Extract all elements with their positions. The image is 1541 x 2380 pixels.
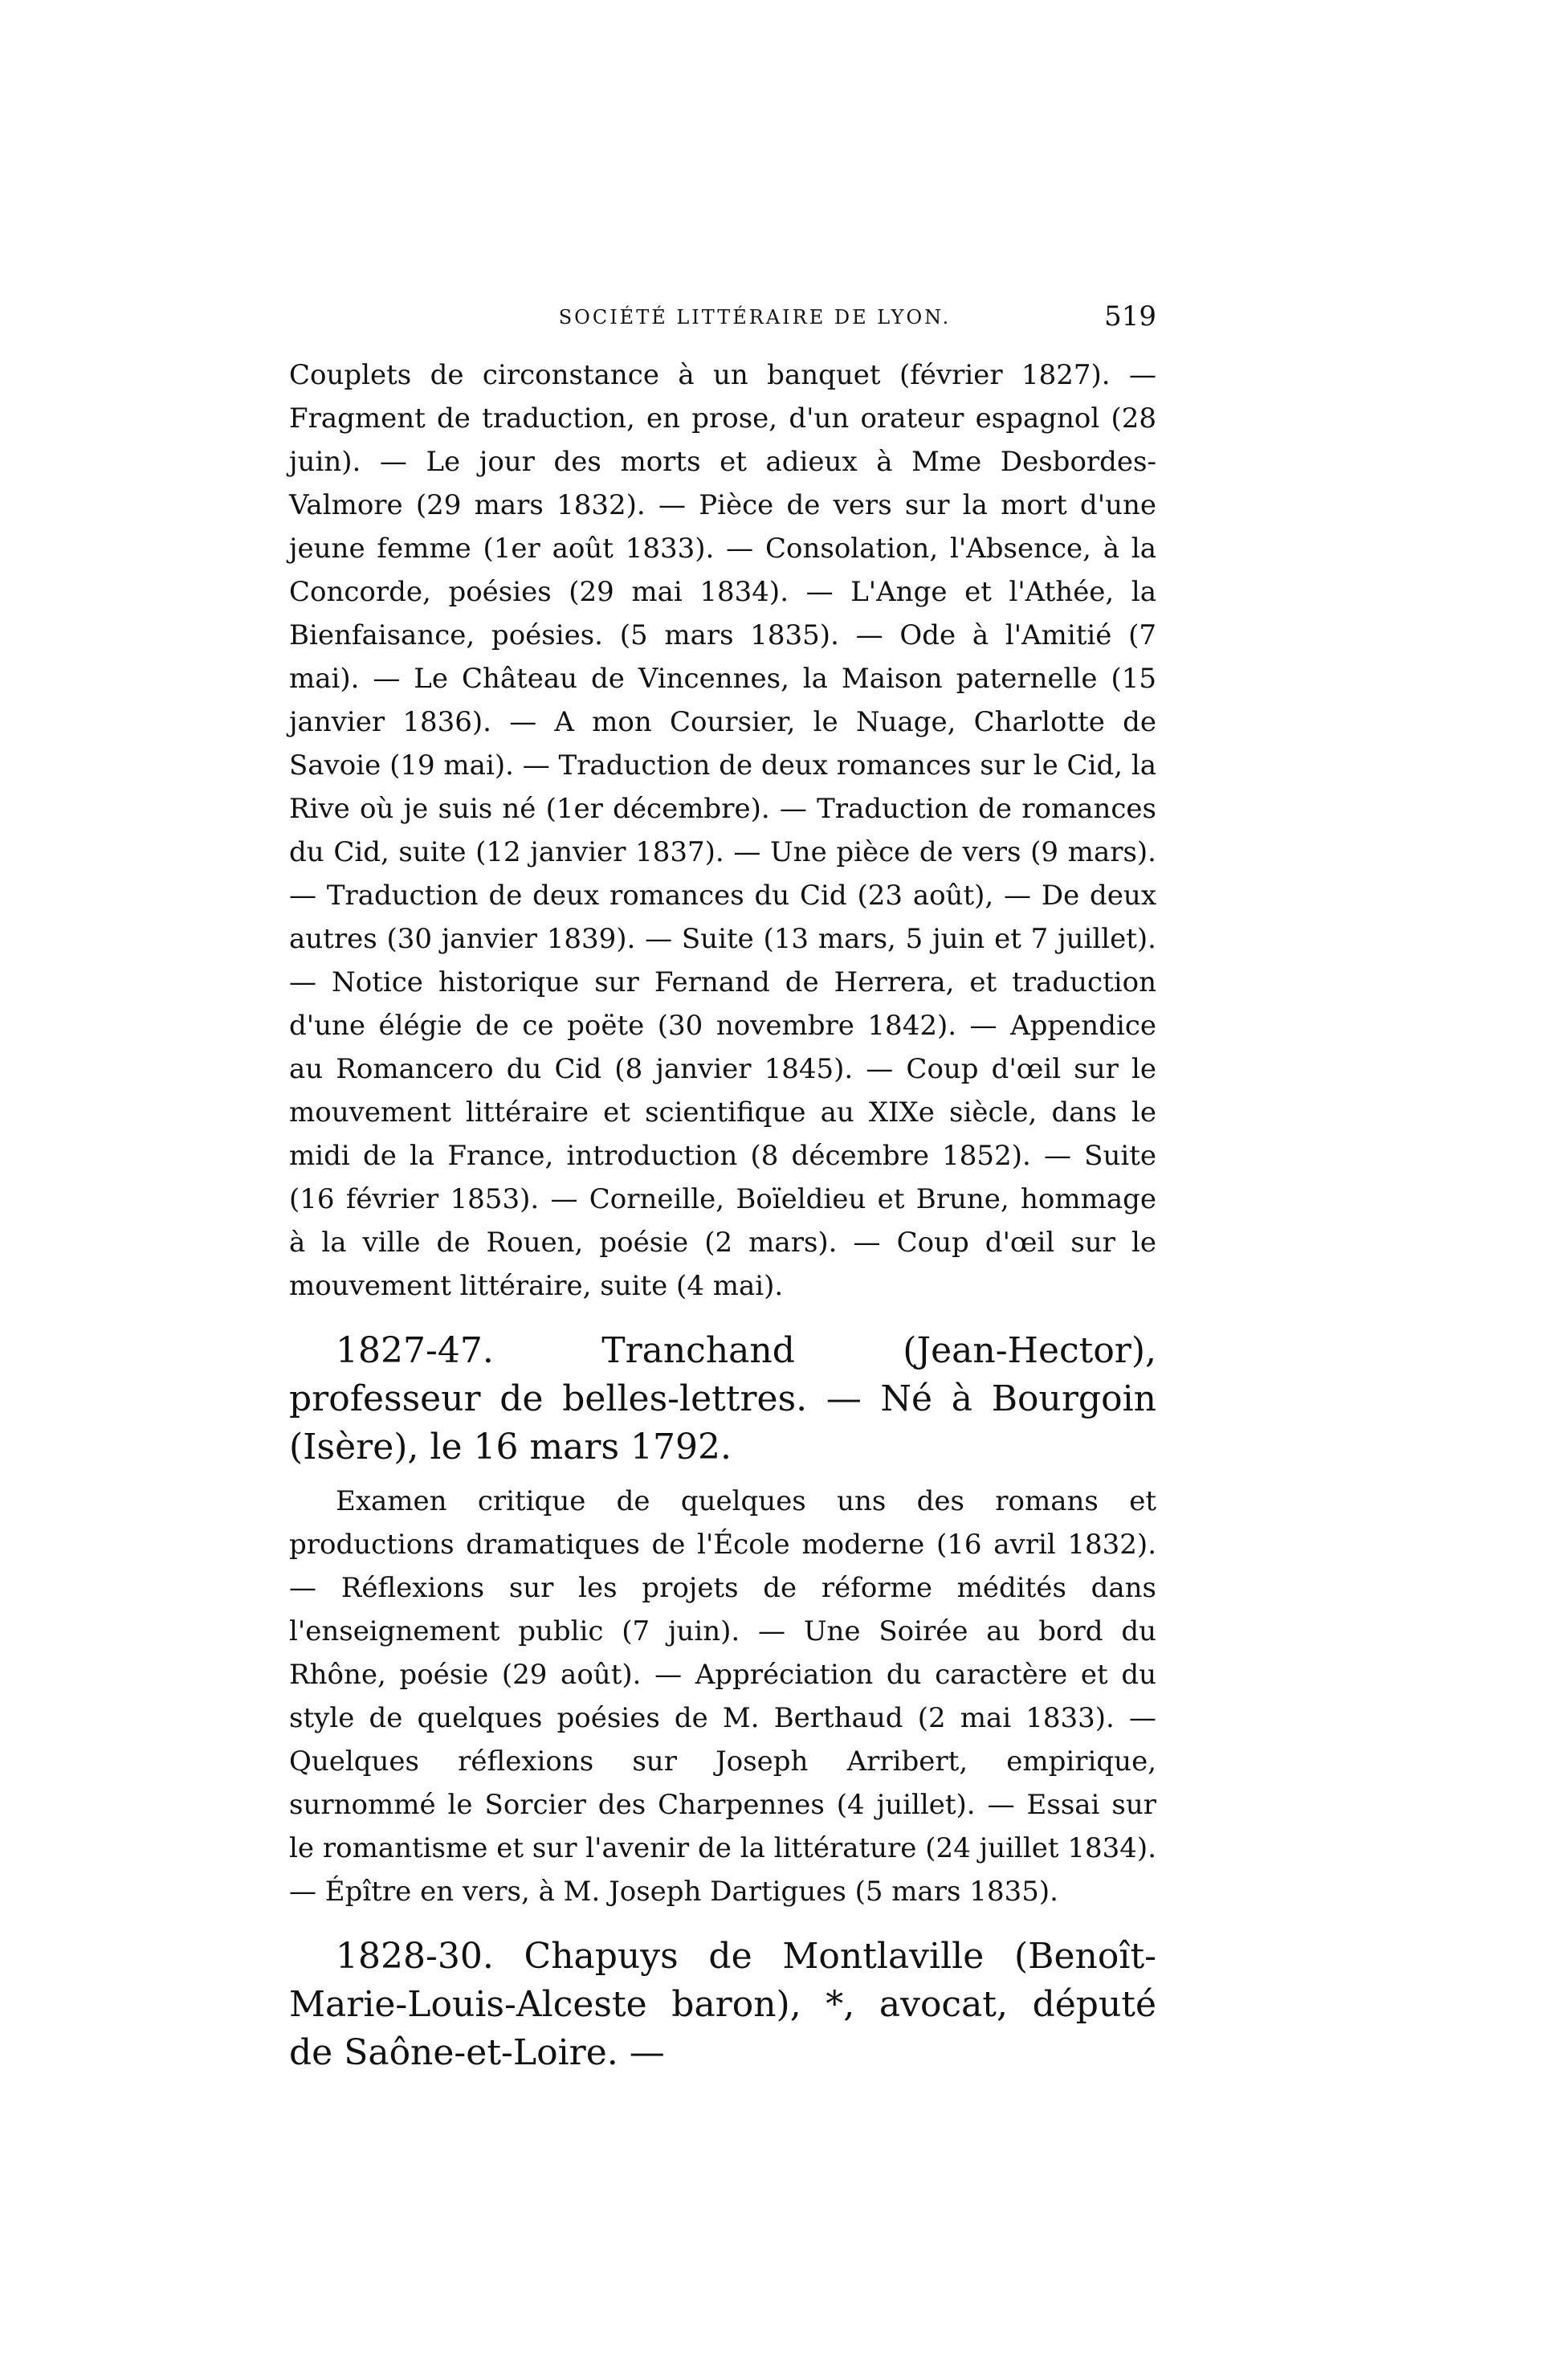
page-number: 519 [1104,300,1156,333]
book-page [289,300,1156,2085]
entry-heading-chapuys: 1828-30. Chapuys de Montlaville (Benoît-Marie-Louis-Alceste baron), *, avocat, député de Saône-et-Loire. — [289,1936,1156,2073]
entry-works-tranchand: Examen critique de quelques uns des romans et productions dramatiques de l'École moderne (16 avril 1832). — Réflexions sur les projets de réforme médités dans l'enseignement public (7 juin). — Une Soirée au bord du Rhône, poésie (29 août). — Appréciation du caractère et du style de quelques poésies de M. Berthaud (2 mai 1833). — Quelques réflexions sur Joseph Arribert, empirique, surnommé le Sorcier des Charpennes (4 juillet). — Essai sur le romantisme et sur l'avenir de la littérature (24 juillet 1834). — Épître en vers, à M. Joseph Dartigues (5 mars 1835). [289,1485,1156,1908]
running-title: SOCIÉTÉ LITTÉRAIRE DE LYON. [558,306,952,329]
continuation-paragraph: Couplets de circonstance à un banquet (février 1827). — Fragment de traduction, en prose, d'un orateur espagnol (28 juin). — Le jour des morts et adieux à Mme Desbordes-Valmore (29 mars 1832). — Pièce de vers sur la mort d'une jeune femme (1er août 1833). — Consolation, l'Absence, à la Concorde, poésies (29 mai 1834). — L'Ange et l'Athée, la Bienfaisance, poésies. (5 mars 1835). — Ode à l'Amitié (7 mai). — Le Château de Vincennes, la Maison paternelle (15 janvier 1836). — A mon Coursier, le Nuage, Charlotte de Savoie (19 mai). — Traduction de deux romances sur le Cid, la Rive où je suis né (1er décembre). — Traduction de romances du Cid, suite (12 janvier 1837). — Une pièce de vers (9 mars). — Traduction de deux romances du Cid (23 août), — De deux autres (30 janvier 1839). — Suite (13 mars, 5 juin et 7 juillet). — Notice historique sur Fernand de Herrera, et traduction d'une élégie de ce poëte (30 novembre 1842). — Appendice au Romancero du Cid (8 janvier 1845). — Coup d'œil sur le mouvement littéraire et scientifique au XIXe siècle, dans le midi de la France, introduction (8 décembre 1852). — Suite (16 février 1853). — Corneille, Boïeldieu et Brune, hommage à la ville de Rouen, poésie (2 mars). — Coup d'œil sur le mouvement littéraire, suite (4 mai). [289,359,1156,1302]
running-head [289,300,1156,353]
entry-heading-tranchand: 1827-47. Tranchand (Jean-Hector), professeur de belles-lettres. — Né à Bourgoin (Isère), le 16 mars 1792. [289,1330,1156,1468]
spacer [289,1913,1156,1921]
spacer [289,1308,1156,1316]
